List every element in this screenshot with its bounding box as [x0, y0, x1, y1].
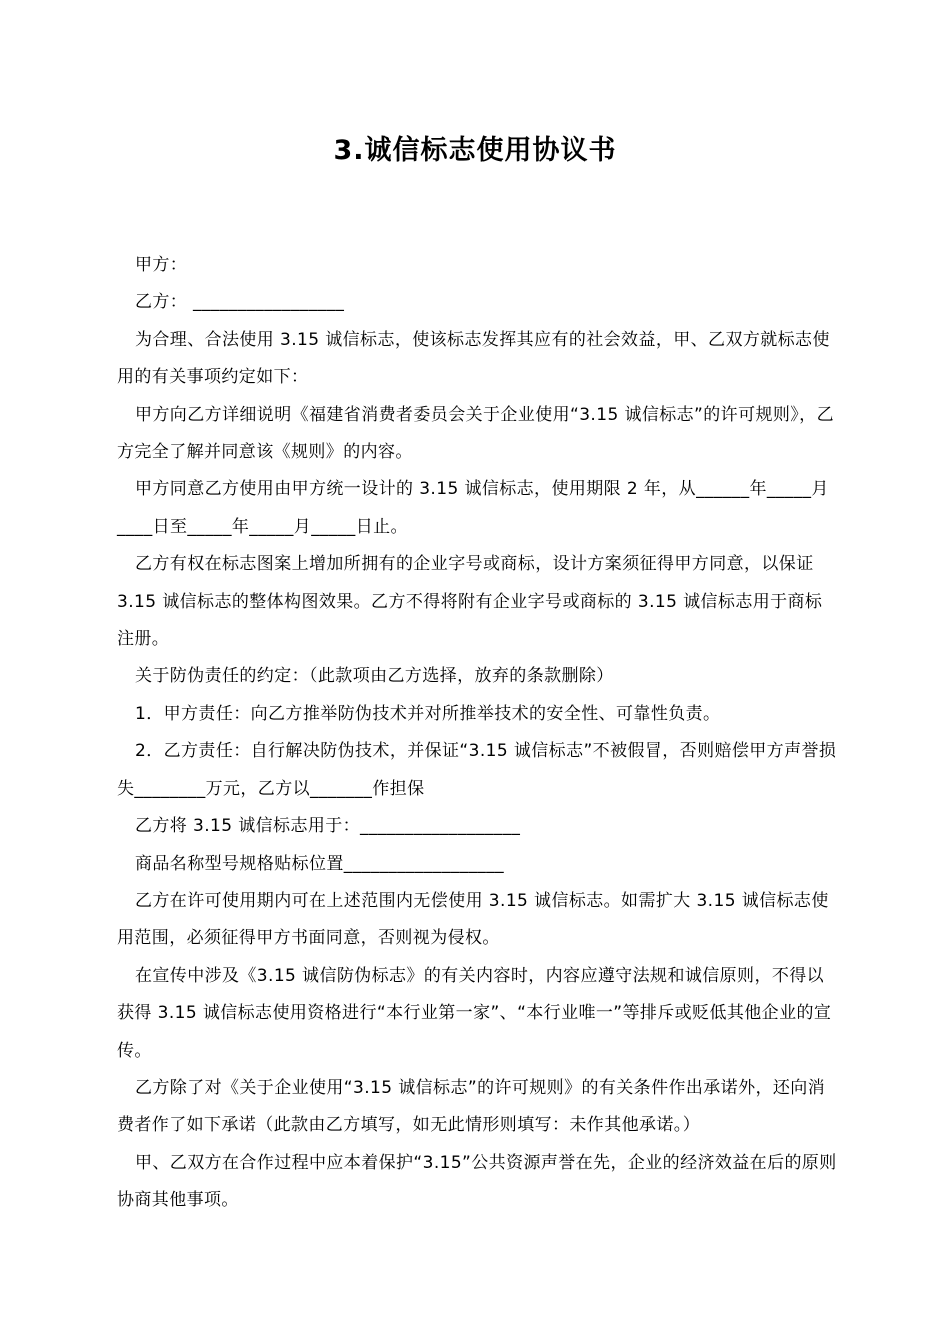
paragraph-usage-scope: 乙方将 3.15 诚信标志用于：__________________: [135, 816, 521, 837]
paragraph-party-a: 甲方：: [135, 255, 188, 275]
paragraph-trademark: 乙方有权在标志图案上增加所拥有的企业字号或商标，设计方案须征得甲方同意，以保证 3.15 诚信标志的整体构图效果。乙方不得将附有企业字号或商标的 3.15 诚信标志用于商标注册。: [117, 554, 823, 650]
paragraph-commitments: 乙方除了对《关于企业使用“3.15 诚信标志”的许可规则》的有关条件作出承诺外，还向消费者作了如下承诺（此款由乙方填写，如无此情形则填写：未作其他承诺。）: [117, 1077, 826, 1136]
paragraph-rules-explained: 甲方向乙方详细说明《福建省消费者委员会关于企业使用“3.15 诚信标志”的许可规则》，乙方完全了解并同意该《规则》的内容。: [117, 404, 834, 463]
paragraph-product-label-position: 商品名称型号规格贴标位置__________________: [135, 853, 504, 874]
paragraph-purpose: 为合理、合法使用 3.15 诚信标志，使该标志发挥其应有的社会效益，甲、乙双方就标志使用的有关事项约定如下：: [117, 329, 830, 388]
paragraph-free-use: 乙方在许可使用期内可在上述范围内无偿使用 3.15 诚信标志。如需扩大 3.15 诚信标志使用范围，必须征得甲方书面同意，否则视为侵权。: [117, 890, 829, 949]
paragraph-anticounterfeit-heading: 关于防伪责任的约定：（此款项由乙方选择，放弃的条款删除）: [135, 666, 614, 687]
paragraph-cooperation: 甲、乙双方在合作过程中应本着保护“3.15”公共资源声誉在先，企业的经济效益在后的原则协商其他事项。: [117, 1152, 837, 1211]
paragraph-publicity: 在宣传中涉及《3.15 诚信防伪标志》的有关内容时，内容应遵守法规和诚信原则，不得以获得 3.15 诚信标志使用资格进行“本行业第一家”、“本行业唯一”等排斥或贬低其他企业的宣传。: [117, 965, 832, 1061]
paragraph-party-b-responsibility: 2．乙方责任：自行解决防伪技术，并保证“3.15 诚信标志”不被假冒，否则赔偿甲方声誉损失________万元，乙方以_______作担保: [117, 741, 837, 799]
document-title: 3.诚信标志使用协议书: [333, 135, 617, 166]
document-body: [117, 247, 837, 1220]
paragraph-usage-term: 甲方同意乙方使用由甲方统一设计的 3.15 诚信标志，使用期限 2 年，从______年_____月____日至_____年_____月_____日止。: [117, 479, 829, 537]
paragraph-party-a-responsibility: 1．甲方责任：向乙方推举防伪技术并对所推举技术的安全性、可靠性负责。: [135, 703, 721, 724]
paragraph-party-b: 乙方： _________________: [135, 292, 345, 313]
